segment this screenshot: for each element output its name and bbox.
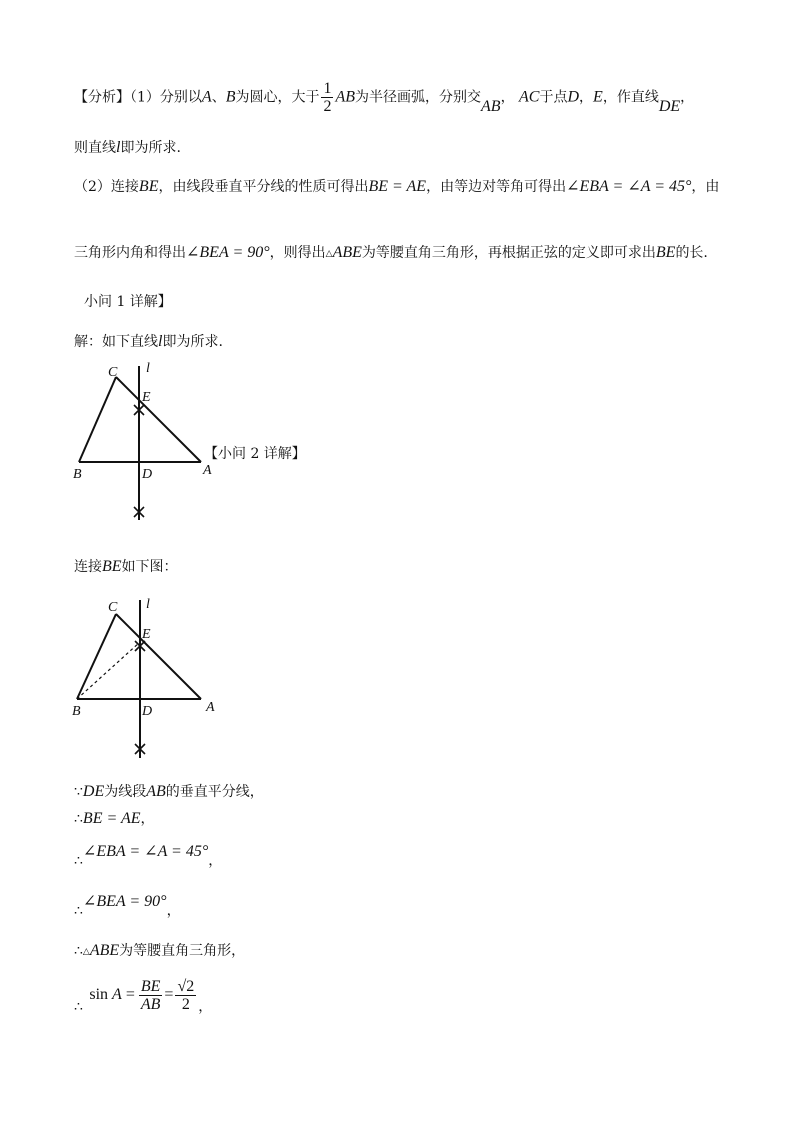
figure-1-perpendicular-bisector bbox=[60, 352, 340, 532]
math-a: A bbox=[112, 986, 122, 1003]
math-abe: ABE bbox=[332, 244, 362, 261]
math-be-eq-ae: BE = AE bbox=[368, 178, 427, 195]
segment-bc bbox=[79, 377, 116, 462]
q1-text: 即为所求. bbox=[162, 334, 223, 350]
math-be: BE bbox=[102, 558, 122, 575]
math-eq: = bbox=[125, 986, 135, 1003]
math-abe: ABE bbox=[89, 942, 120, 959]
math-arc-ac: AC bbox=[519, 88, 540, 106]
analysis-text: 为等腰直角三角形，再根据正弦的定义即可求出 bbox=[361, 245, 656, 261]
q1-heading bbox=[84, 292, 172, 312]
analysis-line-4 bbox=[74, 243, 708, 265]
fraction-denominator: 2 bbox=[323, 98, 332, 115]
math-sin: sin bbox=[89, 986, 109, 1003]
analysis-text: ， bbox=[680, 89, 695, 106]
fraction-half bbox=[321, 80, 333, 115]
label-l: l bbox=[146, 597, 150, 612]
q1-text: 解：如下直线 bbox=[74, 334, 158, 350]
analysis-text: 的长. bbox=[675, 245, 708, 261]
math-a: A bbox=[201, 88, 212, 106]
math-l: l bbox=[158, 333, 163, 350]
label-d: D bbox=[142, 704, 153, 719]
math-ab: AB bbox=[335, 88, 356, 106]
therefore-symbol: ∴ bbox=[74, 853, 83, 869]
analysis-text: 三角形内角和得出 bbox=[74, 245, 186, 261]
segment-ca bbox=[116, 377, 201, 462]
figure-2-with-be bbox=[60, 590, 260, 770]
fraction-be-over-ab bbox=[139, 978, 163, 1013]
analysis-line-1 bbox=[74, 80, 694, 120]
q2-heading bbox=[204, 444, 306, 464]
analysis-line-3 bbox=[74, 177, 719, 197]
proof-step-2 bbox=[74, 809, 155, 829]
analysis-text: 即为所求. bbox=[120, 140, 181, 156]
analysis-text: ， bbox=[579, 89, 594, 106]
math-angle-eq: ∠EBA = ∠A = 45° bbox=[566, 178, 692, 195]
label-b: B bbox=[73, 467, 82, 482]
math-be-eq-ae: BE = AE bbox=[82, 810, 141, 827]
math-arc-ab: AB bbox=[481, 97, 501, 115]
segment-bc bbox=[77, 614, 116, 699]
triangle-symbol: △ bbox=[82, 947, 90, 957]
analysis-text: ，作直线 bbox=[602, 89, 659, 106]
triangle-symbol: △ bbox=[325, 249, 333, 259]
q2-text: 如下图： bbox=[121, 559, 178, 575]
analysis-text: ，则得出 bbox=[269, 245, 326, 261]
analysis-text: ，由 bbox=[691, 179, 720, 195]
proof-step-1 bbox=[74, 782, 264, 802]
because-symbol: ∵ bbox=[74, 784, 83, 800]
proof-step-3 bbox=[74, 842, 222, 872]
fraction-numerator: 1 bbox=[323, 80, 332, 97]
label-d: D bbox=[142, 467, 153, 482]
math-eq: = bbox=[164, 986, 174, 1003]
proof-step-5 bbox=[74, 941, 245, 963]
analysis-text: （1）分别以 bbox=[130, 89, 202, 106]
proof-text: 为等腰直角三角形， bbox=[119, 943, 246, 959]
math-e: E bbox=[593, 88, 603, 106]
proof-text: ， bbox=[208, 853, 223, 869]
q2-connect bbox=[74, 557, 178, 577]
fraction-numerator: BE bbox=[140, 977, 161, 995]
analysis-text: ， bbox=[500, 89, 515, 106]
analysis-text: （2）连接 bbox=[74, 179, 139, 195]
therefore-symbol: ∴ bbox=[74, 903, 83, 919]
therefore-symbol: ∴ bbox=[74, 999, 83, 1015]
analysis-text: ，由线段垂直平分线的性质可得出 bbox=[158, 179, 369, 195]
label-l: l bbox=[146, 361, 150, 376]
label-c: C bbox=[108, 365, 118, 380]
math-d: D bbox=[567, 88, 580, 106]
proof-text: 的垂直平分线， bbox=[165, 784, 264, 800]
q1-solution bbox=[74, 332, 223, 352]
fraction-root2-over-2 bbox=[175, 978, 196, 1013]
proof-step-6 bbox=[74, 970, 212, 1020]
analysis-line-2 bbox=[74, 138, 181, 158]
proof-text: ， bbox=[166, 903, 181, 919]
label-e: E bbox=[142, 627, 151, 642]
label-a: A bbox=[203, 463, 212, 478]
proof-text: ， bbox=[198, 999, 213, 1015]
analysis-text: 、 bbox=[211, 89, 226, 106]
label-c: C bbox=[108, 600, 118, 615]
analysis-text: 为半径画弧，分别交 bbox=[355, 89, 482, 106]
label-a: A bbox=[206, 700, 215, 715]
math-de: DE bbox=[82, 783, 105, 800]
label-b: B bbox=[72, 704, 81, 719]
q2-text: 连接 bbox=[74, 559, 102, 575]
math-b: B bbox=[225, 88, 236, 106]
sin-expression bbox=[89, 970, 134, 1020]
math-angle-bea: ∠BEA = 90° bbox=[82, 893, 167, 910]
fraction-denominator: AB bbox=[140, 995, 161, 1013]
fraction-denominator: 2 bbox=[181, 995, 190, 1013]
math-l: l bbox=[116, 139, 121, 156]
math-angle-bea: ∠BEA = 90° bbox=[186, 244, 270, 261]
analysis-text: 则直线 bbox=[74, 140, 116, 156]
label-e: E bbox=[142, 390, 151, 405]
segment-be-dashed bbox=[77, 642, 140, 699]
proof-text: 为线段 bbox=[104, 784, 147, 800]
fraction-numerator: √2 bbox=[177, 977, 195, 995]
analysis-text: 于点 bbox=[539, 89, 568, 106]
q2-heading-text: 【小问 2 详解】 bbox=[204, 446, 306, 462]
therefore-symbol: ∴ bbox=[74, 811, 83, 827]
math-de: DE bbox=[658, 97, 681, 115]
proof-text: ， bbox=[140, 811, 155, 827]
analysis-text: ，由等边对等角可得出 bbox=[426, 179, 567, 195]
therefore-symbol: ∴ bbox=[74, 943, 83, 959]
proof-step-4 bbox=[74, 892, 181, 922]
segment-ca bbox=[116, 614, 201, 699]
math-ab: AB bbox=[146, 783, 166, 800]
analysis-text: 为圆心，大于 bbox=[235, 89, 320, 106]
q1-heading-text: 小问 1 详解】 bbox=[84, 294, 172, 310]
math-be: BE bbox=[655, 244, 676, 261]
math-be: BE bbox=[138, 178, 159, 195]
math-angle-eq: ∠EBA = ∠A = 45° bbox=[82, 843, 209, 860]
analysis-tag: 【分析】 bbox=[74, 89, 130, 106]
